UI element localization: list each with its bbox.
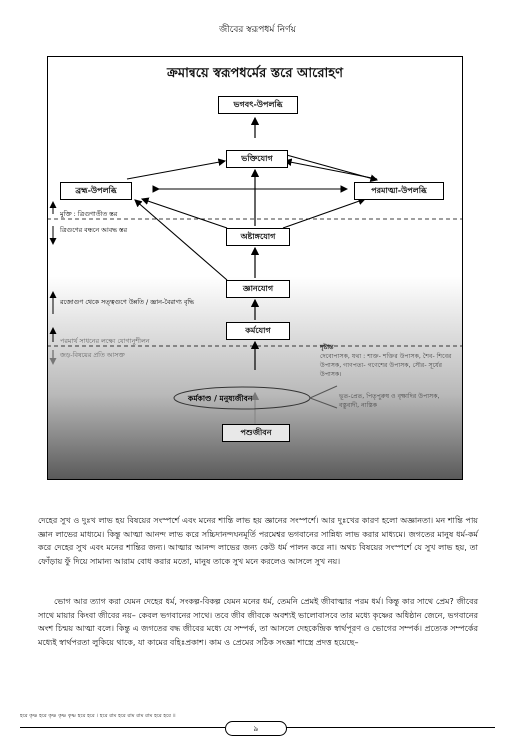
footer-rule-right: [286, 727, 495, 728]
paragraph-1: দেহের সুখ ও দুঃখ লাভ হয় বিষয়ের সংস্পর্শে এবং মনের শান্তি লাভ হয় জ্ঞানের সংস্পর্শে। আর দুঃখের কারণ হলো অজ্ঞানতা। মন শান্তি পায় জ্ঞান লাভের মাধ্যমে। কিন্তু আত্মা আনন্দ লাভ করে সচ্চিদানন্দঘনমূর্তি পরমেশ্বর ভগবানের সান্নিধ্য লাভ করার মাধ্যমে। জগতের মানুষ ধর্ম-কর্ম করে দেহের সুখ এবং মনের শান্তির জন্য। আত্মার আনন্দ লাভের জন্য কেউ ধর্ম পালন করে না। অথচ বিষয়ের সংস্পর্শে যে সুখ লাভ হয়, তা ফোঁড়ায় ফুঁ দিয়ে সামান্য আরাম বোধ করার মতো, মানুষ তাকে সুখ মনে করলেও আসলে সুখ নয়।: [38, 516, 478, 566]
figure-title: ক্রমান্বয়ে স্বরূপধর্মের স্তরে আরোহণ: [166, 66, 344, 81]
box-jnana: জ্ঞানযোগ: [226, 280, 290, 298]
running-head: জীবের স্বরূপধর্ম নির্ণয়: [219, 25, 296, 35]
page-number: ৯: [225, 721, 287, 736]
example-text: দেবোপাসক, যথা : শাক্ত- শক্তির উপাসক, শৈব- শিবের উপাসক, গাণপত্য- গণেশের উপাসক, সৌর- সূর্যের উপাসক।: [320, 353, 452, 378]
footer-mantra: হরে কৃষ্ণ হরে কৃষ্ণ কৃষ্ণ কৃষ্ণ হরে হরে । হরে রাম হরে রাম রাম রাম হরে হরে ॥: [20, 713, 176, 719]
figure-arrows: [47, 56, 463, 480]
box-pashu: পশুজীবন: [222, 424, 290, 442]
box-brahma: ব্রহ্ম-উপলব্ধি: [60, 182, 132, 200]
example-heading: দৃষ্টান্ত: [320, 343, 334, 351]
label-mukti: মুক্তি : ত্রিগুণাতীত স্তর: [60, 210, 118, 218]
box-bhakti: ভক্তিযোগ: [226, 150, 288, 168]
example-text-2: ভূত-প্রেত, পিতৃপুরুষ ও বৃক্ষাদির উপাসক, বস্তুবাদী, নাস্তিক: [339, 393, 440, 409]
footer-rule-left: [20, 727, 225, 728]
box-bhagavat: ভগবৎ-উপলব্ধি: [218, 96, 298, 114]
label-trigun: ত্রিগুণের বন্ধনে আবদ্ধ স্তর: [60, 226, 128, 234]
box-karma: কর্মযোগ: [226, 322, 290, 340]
label-jara: জড়-বিষয়ের প্রতি আসক্ত: [60, 351, 125, 359]
paragraph-2: ভোগ আর ত্যাগ করা যেমন দেহের ধর্ম, সংকল্প-বিকল্প যেমন মনের ধর্ম, তেমনি প্রেমই জীবাত্মার পরম ধর্ম। কিন্তু কার সাথে প্রেম? জীবের সাথে মায়ার কিংবা জীবের নয়– কেবল ভগবানের সাথে। তবে জীব জীবকে অবশ্যই ভালোবাসবে তার মধ্যে কৃষ্ণের অধিষ্ঠান জেনে, ভগবানের অংশ চিন্ময় আত্মা বলে। কিন্তু এ জগতের বদ্ধ জীবের মধ্যে যে সম্পর্ক, তা আসলে দেহকেন্দ্রিক স্বার্থপূরণ ও ভোগের সম্পর্ক। প্রত্যেক সম্পর্কের মধ্যেই স্বার্থপরতা লুকিয়ে থাকে, যা কামের বহিঃপ্রকাশ। কাম ও প্রেমের সঠিক সংজ্ঞা শাস্ত্রে প্রদত্ত হয়েছে–: [38, 597, 478, 647]
box-paramatma: পরমাত্মা-উপলব্ধি: [354, 182, 444, 200]
label-rajo: রজোগুণ থেকে সত্ত্বগুণে উন্নতি / জ্ঞান-বৈরাগ্য বৃদ্ধি: [60, 298, 194, 306]
label-karmakanda: কর্মকাণ্ড / মনুষ্যজীবন: [188, 394, 253, 403]
label-paramartha: পরমার্থ সাধনের লক্ষ্যে যোগানুশীলন: [60, 337, 150, 345]
box-ashtanga: অষ্টাঙ্গযোগ: [226, 228, 290, 246]
